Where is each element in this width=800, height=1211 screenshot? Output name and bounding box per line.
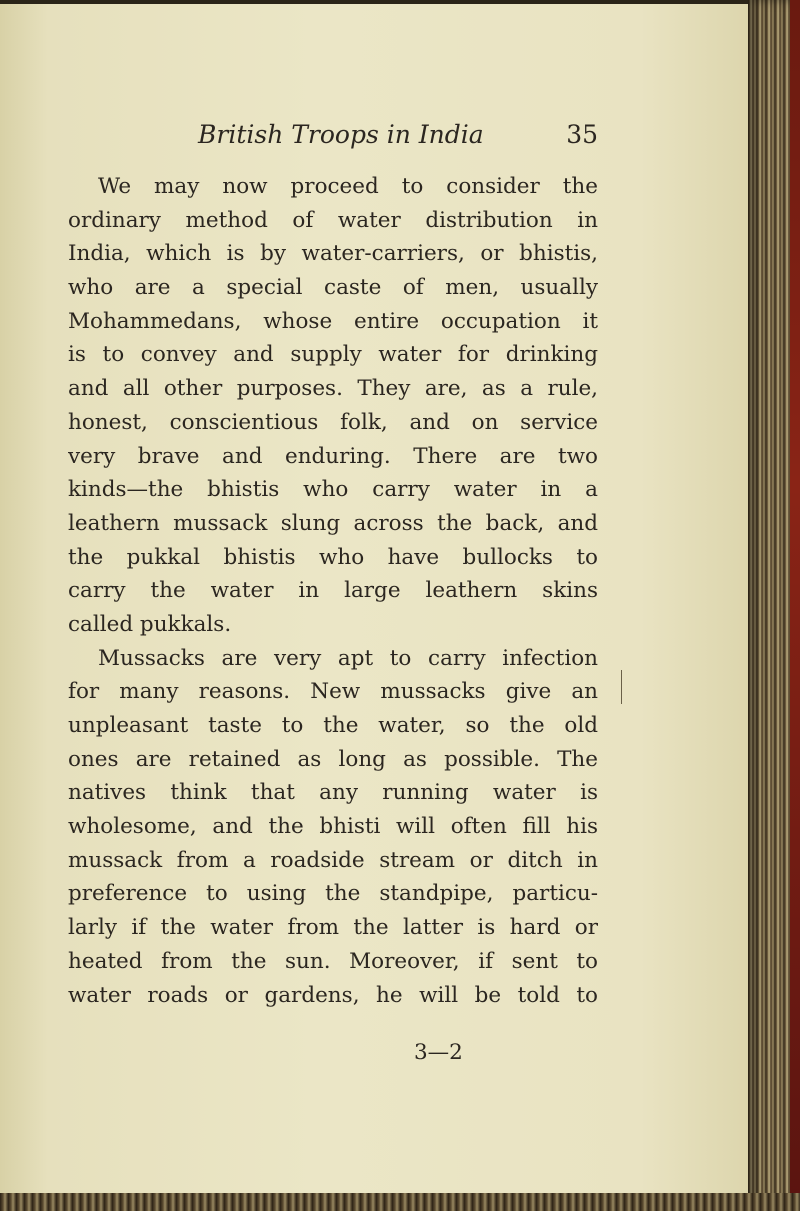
text-line: called pukkals.: [68, 611, 232, 637]
page-top-edge: [0, 0, 760, 4]
page-bottom-edge: [0, 1193, 800, 1211]
text-line: leathern mussack slung across the back, and: [68, 510, 598, 536]
text-line: ordinary method of water distribution in: [68, 207, 598, 233]
text-line: wholesome, and the bhisti will often fill his: [68, 814, 598, 840]
text-line: carry the water in large leathern skins: [68, 578, 598, 604]
text-line: Mohammedans, whose entire occupation it: [68, 308, 598, 334]
body-text: [68, 170, 598, 1012]
book-edge-binding: [790, 0, 800, 1211]
text-line: We may now proceed to consider the: [98, 174, 598, 199]
text-line: kinds—the bhistis who carry water in a: [68, 477, 598, 503]
text-line: who are a special caste of men, usually: [68, 275, 598, 301]
text-line: Mussacks are very apt to carry infection: [98, 645, 598, 671]
text-line: for many reasons. New mussacks give an: [68, 679, 598, 705]
text-line: mussack from a roadside stream or ditch in: [68, 847, 598, 873]
running-title: British Troops in India: [198, 120, 484, 149]
margin-mark: [621, 670, 622, 704]
text-line: ones are retained as long as possible. The: [68, 746, 598, 772]
text-line: is to convey and supply water for drinking: [68, 342, 598, 368]
text-line: water roads or gardens, he will be told to: [68, 982, 598, 1008]
text-line: heated from the sun. Moreover, if sent to: [68, 948, 598, 974]
text-line: unpleasant taste to the water, so the old: [68, 713, 598, 738]
text-line: and all other purposes. They are, as a rule,: [68, 376, 598, 402]
text-line: very brave and enduring. There are two: [68, 443, 598, 469]
signature-mark: 3—2: [414, 1040, 463, 1065]
text-line: natives think that any running water is: [68, 780, 598, 806]
text-line: the pukkal bhistis who have bullocks to: [68, 544, 598, 570]
text-line: honest, conscientious folk, and on service: [68, 409, 598, 435]
text-line: India, which is by water-carriers, or bhistis,: [68, 241, 598, 267]
page-header: [68, 120, 598, 160]
text-line: larly if the water from the latter is hard or: [68, 915, 598, 941]
text-line: preference to using the standpipe, particu-: [68, 881, 598, 907]
page-number: 35: [566, 120, 598, 149]
